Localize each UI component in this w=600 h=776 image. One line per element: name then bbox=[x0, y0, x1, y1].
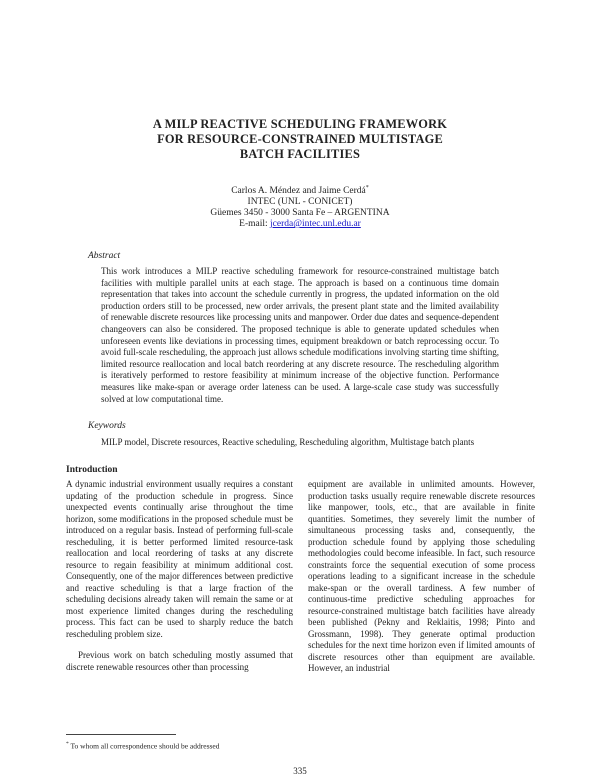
intro-paragraph-1: A dynamic industrial environment usually requires a constant updating of the production schedule in progress. Since unexpected events continually arise throughout the time horizon, some modifications in the proposed schedule must be introduced on a regular basis. Instead of performing full-scale rescheduling, it is better performed limited resource-task reallocation and local reordering of tasks at any discrete resource to regain feasibility at minimum additional cost. Consequently, one of the major differences between predictive and reactive scheduling is that a large fraction of the scheduling decisions already taken will remain the same or at most experience limited changes during the rescheduling process. This fact can be used to sharply reduce the batch rescheduling problem size. bbox=[66, 479, 293, 639]
abstract-text: This work introduces a MILP reactive scheduling framework for resource-constrained multistage batch facilities with multiple parallel units at each stage. The approach is based on a continuous time domain representation that takes into account the schedule currently in progress, the updated information on the old production orders still to be processed, new order arrivals, the present plant state and the limited availability of renewable discrete resources like processing units and manpower. Order due dates and sequence-dependent changeovers can also be considered. The proposed technique is able to generate updated schedules when unforeseen events like deviations in processing times, equipment breakdown or batch reprocessing occur. To avoid full-scale rescheduling, the approach just allows schedule modifications involving starting time shifting, limited resource reallocation and local batch reordering at any discrete resource. The rescheduling algorithm is iteratively performed to restore feasibility at minimum increase of the objective function. Performance measures like make-span or average order lateness can be used. A large-scale case study was successfully solved at low computational time. bbox=[101, 266, 499, 404]
keywords-text: MILP model, Discrete resources, Reactive scheduling, Rescheduling algorithm, Multistage batch plants bbox=[101, 437, 475, 447]
footnote-text: To whom all correspondence should be addressed bbox=[68, 741, 220, 751]
paper-title bbox=[0, 117, 600, 162]
author-block bbox=[0, 183, 600, 230]
author-names: Carlos A. Méndez and Jaime Cerdá bbox=[231, 186, 366, 197]
abstract-label: Abstract bbox=[88, 251, 121, 261]
title-line-3: BATCH FACILITIES bbox=[239, 147, 361, 161]
left-column bbox=[66, 479, 293, 673]
footnote bbox=[66, 740, 220, 751]
email-label: E-mail: bbox=[239, 219, 271, 230]
affiliation: INTEC (UNL - CONICET) bbox=[247, 197, 353, 208]
title-line-2: FOR RESOURCE-CONSTRAINED MULTISTAGE bbox=[157, 132, 443, 146]
email-link[interactable]: jcerda@intec.unl.edu.ar bbox=[270, 219, 361, 230]
introduction-heading: Introduction bbox=[66, 465, 118, 475]
footnote-mark: * bbox=[66, 741, 69, 747]
address: Güemes 3450 - 3000 Santa Fe – ARGENTINA bbox=[210, 208, 390, 219]
intro-paragraph-2: Previous work on batch scheduling mostly assumed that discrete renewable resources other than processing bbox=[66, 650, 293, 672]
footnote-divider bbox=[66, 734, 176, 735]
page-number: 335 bbox=[293, 766, 307, 776]
author-footnote-mark: * bbox=[365, 185, 369, 191]
email-line bbox=[0, 219, 600, 230]
intro-paragraph-right: equipment are available in unlimited amounts. However, production tasks usually require renewable discrete resources like manpower, tools, etc., that are available in finite quantities. Sometimes, they severely limit the number of simultaneous processing tasks and, consequently, the production schedule found by applying those scheduling methodologies could become infeasible. In fact, such resource constraints force the sequential execution of some process operations leading to a significant increase in the schedule make-span or the overall tardiness. A few number of continuous-time predictive scheduling approaches for resource-constrained multistage batch facilities have already been published (Pekny and Reklaitis, 1998; Pinto and Grossmann, 1998). They generate optimal production schedules for the next time horizon even if limited amounts of discrete resources other than equipment are available. However, an industrial bbox=[308, 479, 535, 673]
right-column bbox=[308, 479, 535, 675]
title-line-1: A MILP REACTIVE SCHEDULING FRAMEWORK bbox=[152, 117, 448, 131]
keywords-label: Keywords bbox=[88, 421, 126, 431]
author-names-line bbox=[0, 183, 600, 197]
